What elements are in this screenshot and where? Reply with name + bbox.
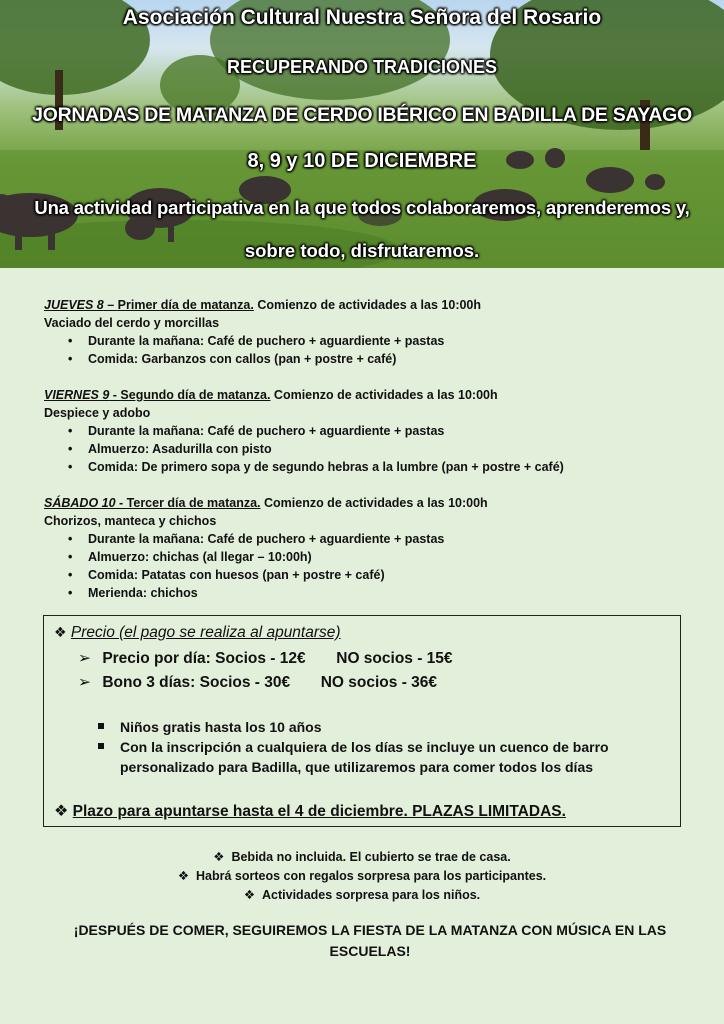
diamond-bullet-icon: ❖ xyxy=(243,888,256,902)
list-item-continuation: personalizado para Badilla, que utilizaremos para comer todos los días xyxy=(120,759,594,775)
closing-message xyxy=(60,920,680,962)
day-title: Tercer día de matanza. xyxy=(126,496,261,510)
day-start-time: Comienzo de actividades a las 10:00h xyxy=(253,298,482,312)
event-title: JORNADAS DE MATANZA DE CERDO IBÉRICO EN BADILLA DE SAYAGO xyxy=(32,104,692,126)
pricing-heading xyxy=(54,624,341,642)
day-title: Primer día de matanza. xyxy=(117,298,254,312)
price-members: Socios - 12€ xyxy=(215,650,306,667)
note-text: Actividades sorpresa para los niños. xyxy=(262,888,481,902)
pricing-notes xyxy=(98,717,658,777)
meal-list xyxy=(44,332,684,368)
day-heading xyxy=(44,494,684,512)
list-item: • Comida: De primero sopa y de segundo hebras a la lumbre (pan + postre + café) xyxy=(88,458,684,476)
association-name: Asociación Cultural Nuestra Señora del Rosario xyxy=(122,6,602,29)
day-section-2 xyxy=(44,386,684,476)
list-item: • Almuerzo: chichas (al llegar – 10:00h) xyxy=(88,548,684,566)
list-item xyxy=(0,867,724,886)
day-activity: Vaciado del cerdo y morcillas xyxy=(44,316,220,330)
day-activity: Chorizos, manteca y chichos xyxy=(44,514,217,528)
registration-deadline xyxy=(54,801,566,821)
diamond-bullet-icon: ❖ xyxy=(213,850,225,864)
day-section-1 xyxy=(44,296,684,368)
deadline-text: Plazo para apuntarse hasta el 4 de diciembre. PLAZAS LIMITADAS. xyxy=(72,803,566,820)
pricing-box xyxy=(43,615,681,827)
pricing-heading-text: Precio (el pago se realiza al apuntarse) xyxy=(70,624,341,641)
list-item: • Comida: Garbanzos con callos (pan + postre + café) xyxy=(88,350,684,368)
day-label: JUEVES 8 xyxy=(44,298,104,312)
arrow-bullet-icon: ➢ xyxy=(78,650,91,667)
day-section-3 xyxy=(44,494,684,602)
list-item: • Merienda: chichos xyxy=(88,584,684,602)
list-item: • Durante la mañana: Café de puchero + aguardiente + pastas xyxy=(88,422,684,440)
day-title: Segundo día de matanza. xyxy=(120,388,271,402)
meal-list xyxy=(44,530,684,602)
day-separator: - xyxy=(115,496,127,510)
list-item: Niños gratis hasta los 10 años xyxy=(98,717,658,737)
note-text: Bebida no incluida. El cubierto se trae de casa. xyxy=(231,850,511,864)
price-label: Precio por día: xyxy=(102,650,211,667)
price-label: Bono 3 días: xyxy=(102,674,196,691)
closing-line-2: ESCUELAS! xyxy=(329,943,411,959)
price-non-members: NO socios - 15€ xyxy=(336,650,453,667)
list-item: Con la inscripción a cualquiera de los días se incluye un cuenco de barro xyxy=(98,737,658,757)
subtitle: RECUPERANDO TRADICIONES xyxy=(226,57,498,77)
extra-notes xyxy=(0,848,724,905)
list-item: • Comida: Patatas con huesos (pan + postre + café) xyxy=(88,566,684,584)
day-activity: Despiece y adobo xyxy=(44,406,151,420)
tagline-line-1: Una actividad participativa en la que todos colaboraremos, aprenderemos y, xyxy=(34,197,690,218)
list-item: • Durante la mañana: Café de puchero + aguardiente + pastas xyxy=(88,530,684,548)
closing-line-1: ¡DESPUÉS DE COMER, SEGUIREMOS LA FIESTA DE LA MATANZA CON MÚSICA EN LAS xyxy=(73,922,667,938)
price-non-members: NO socios - 36€ xyxy=(320,674,438,691)
day-start-time: Comienzo de actividades a las 10:00h xyxy=(260,496,488,510)
list-item: • Almuerzo: Asadurilla con pisto xyxy=(88,440,684,458)
day-label: VIERNES 9 xyxy=(44,388,110,402)
header-banner xyxy=(0,0,724,268)
price-per-day xyxy=(78,649,453,668)
day-separator: – xyxy=(103,298,118,312)
price-bundle xyxy=(78,673,437,692)
schedule xyxy=(44,296,684,602)
day-separator: - xyxy=(109,388,121,402)
diamond-bullet-icon: ❖ xyxy=(54,624,67,640)
price-members: Socios - 30€ xyxy=(199,674,291,691)
iberian-pigs-meadow-photo xyxy=(0,0,724,268)
diamond-bullet-icon: ❖ xyxy=(177,869,190,883)
diamond-bullet-icon: ❖ xyxy=(54,803,69,820)
event-dates: 8, 9 y 10 DE DICIEMBRE xyxy=(247,150,477,172)
day-label: SÁBADO 10 xyxy=(44,496,116,510)
day-start-time: Comienzo de actividades a las 10:00h xyxy=(270,388,498,402)
day-heading xyxy=(44,386,684,404)
list-item xyxy=(0,886,724,905)
day-heading xyxy=(44,296,684,314)
meal-list xyxy=(44,422,684,476)
tagline-line-2: sobre todo, disfrutaremos. xyxy=(244,240,480,261)
list-item xyxy=(0,848,724,867)
arrow-bullet-icon: ➢ xyxy=(78,674,91,691)
list-item: • Durante la mañana: Café de puchero + aguardiente + pastas xyxy=(88,332,684,350)
note-text: Habrá sorteos con regalos sorpresa para los participantes. xyxy=(196,869,547,883)
